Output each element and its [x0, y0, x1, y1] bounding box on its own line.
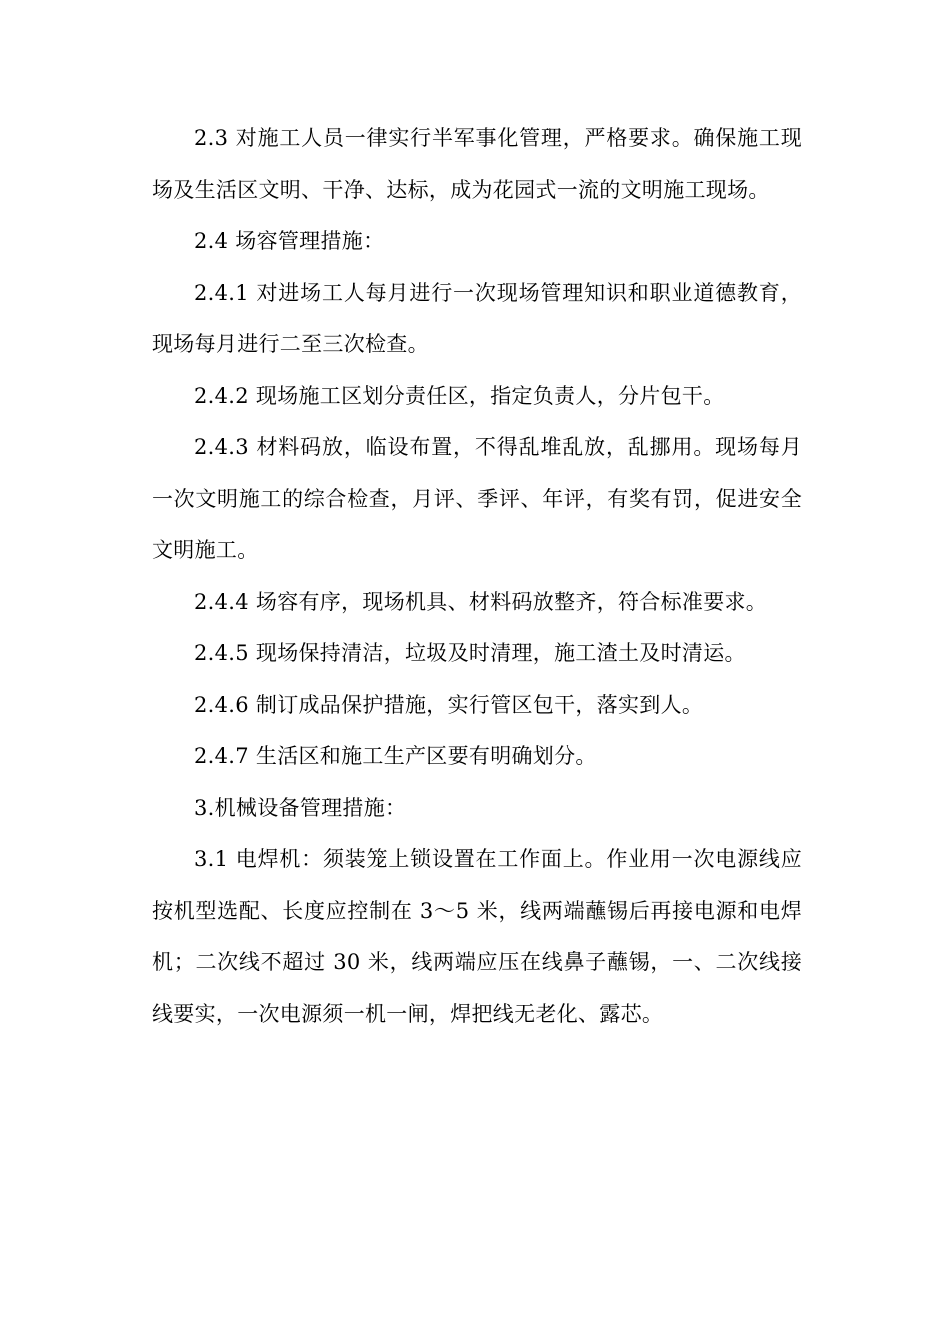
paragraph-2-4-1: 2.4.1 对进场工人每月进行一次现场管理知识和职业道德教育，现场每月进行二至三次检查。 [152, 280, 802, 356]
heading-2-4: 2.4 场容管理措施： [194, 229, 385, 253]
paragraph-2-4-4: 2.4.4 场容有序，现场机具、材料码放整齐，符合标准要求。 [194, 589, 768, 614]
paragraph-2-4-7: 2.4.7 生活区和施工生产区要有明确划分。 [194, 744, 597, 768]
heading-3: 3.机械设备管理措施： [194, 795, 407, 820]
paragraph-2-3: 2.3 对施工人员一律实行半军事化管理，严格要求。确保施工现场及生活区文明、干净、达标，成为花园式一流的文明施工现场。 [152, 126, 802, 202]
paragraph-2-4-6: 2.4.6 制订成品保护措施，实行管区包干，落实到人。 [194, 692, 704, 717]
document-body [152, 113, 802, 1040]
paragraph-2-4-5: 2.4.5 现场保持清洁，垃圾及时清理，施工渣土及时清运。 [194, 641, 746, 665]
paragraph-2-4-3: 2.4.3 材料码放，临设布置，不得乱堆乱放，乱挪用。现场每月一次文明施工的综合检查，月评、季评、年评，有奖有罚，促进安全文明施工。 [152, 435, 802, 562]
paragraph-2-4-2: 2.4.2 现场施工区划分责任区，指定负责人，分片包干。 [194, 383, 725, 408]
paragraph-3-1: 3.1 电焊机：须装笼上锁设置在工作面上。作业用一次电源线应按机型选配、长度应控制在 3～5 米，线两端蘸锡后再接电源和电焊机；二次线不超过 30 米，线两端应压在线鼻子蘸锡，一、二次线接线要实，一次电源须一机一闸，焊把线无老化、露芯。 [152, 847, 802, 1026]
